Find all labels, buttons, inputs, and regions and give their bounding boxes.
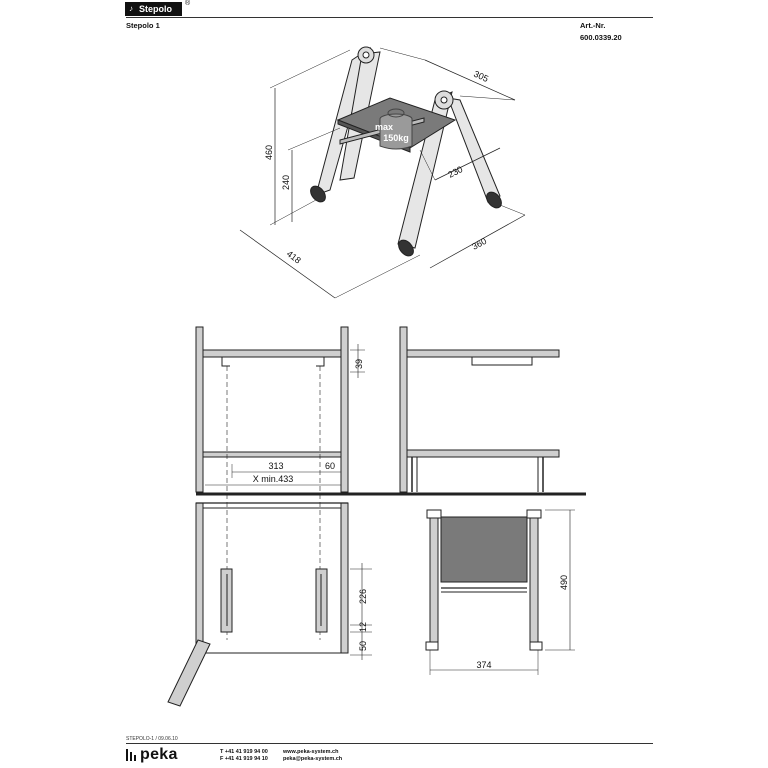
- website-link[interactable]: www.peka-system.ch: [283, 749, 339, 755]
- dim-374: 374: [476, 660, 492, 670]
- dim-226: 226: [358, 588, 368, 604]
- artnr-value: 600.0339.20: [580, 33, 622, 42]
- dim-460: 460: [264, 144, 274, 160]
- side-view: [400, 327, 559, 492]
- dim-490: 490: [559, 574, 569, 590]
- contact-web-email: [283, 749, 342, 763]
- plan-view: [426, 510, 575, 675]
- peka-logo-icon: [126, 749, 136, 761]
- brand-mark-icon: ♪: [129, 4, 133, 13]
- dim-230: 230: [446, 164, 465, 180]
- dim-xmin: X min.433: [252, 474, 294, 484]
- phone: T +41 41 919 94 00: [220, 749, 268, 755]
- iso-stool: [240, 47, 525, 298]
- brand-name: Stepolo: [139, 4, 172, 14]
- dim-60: 60: [324, 461, 336, 471]
- dim-418: 418: [284, 248, 303, 266]
- dim-313: 313: [268, 461, 284, 471]
- footer-rule: [126, 743, 653, 744]
- artnr-label: Art.-Nr.: [580, 21, 606, 30]
- email-link[interactable]: peka@peka-system.ch: [283, 756, 343, 762]
- dim-12: 12: [358, 621, 368, 632]
- load-label-1: max: [374, 122, 394, 132]
- dim-50: 50: [358, 640, 368, 651]
- doc-reference: STEPOLO-1 / 09.06.10: [126, 736, 178, 742]
- contact-phone-fax: [220, 749, 268, 763]
- load-label-2: 150kg: [383, 133, 409, 143]
- registered-mark: ®: [185, 0, 191, 7]
- peka-logo: peka: [140, 746, 178, 763]
- fax: F +41 41 919 94 10: [220, 756, 268, 762]
- dim-360: 360: [470, 235, 489, 252]
- top-view: [168, 503, 372, 706]
- dim-240: 240: [281, 174, 291, 190]
- product-name: Stepolo 1: [126, 21, 160, 30]
- dim-305: 305: [472, 68, 490, 84]
- dim-39: 39: [354, 358, 364, 369]
